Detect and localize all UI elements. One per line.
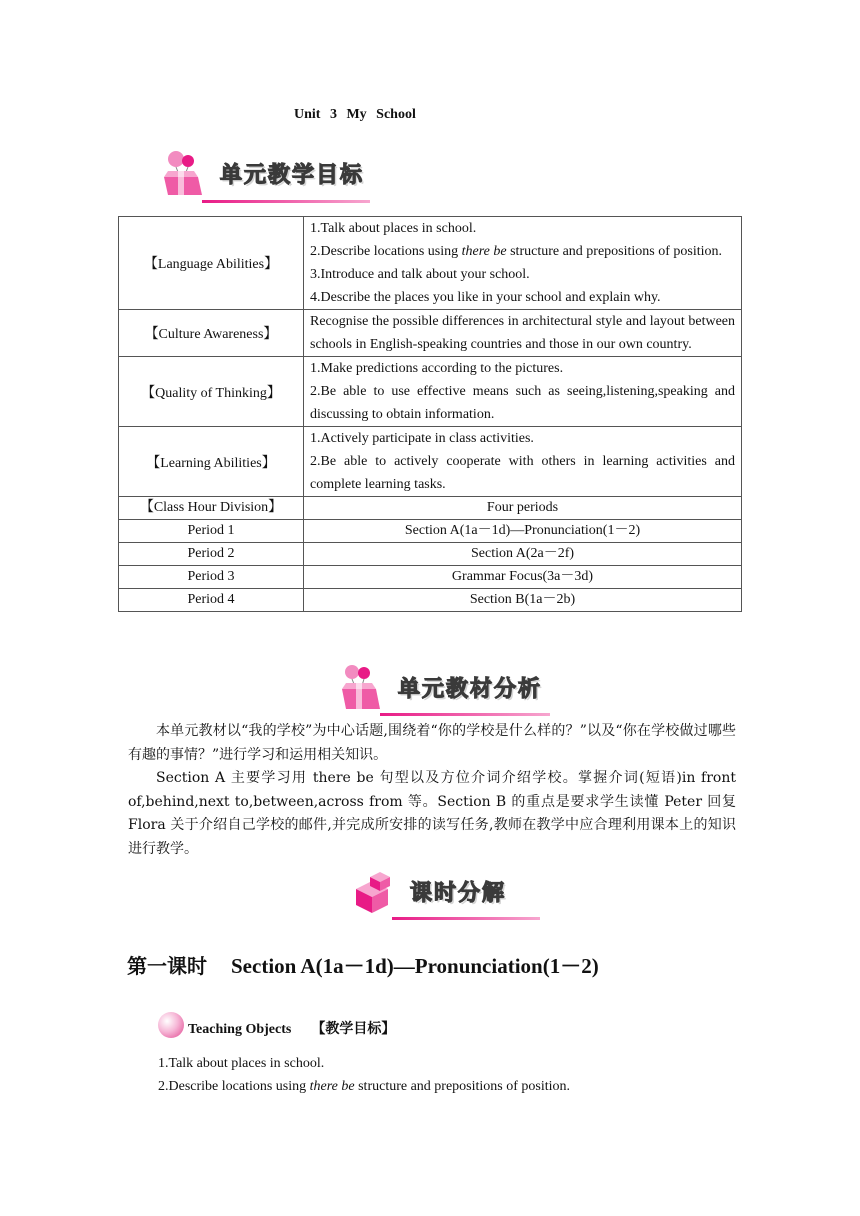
period-content: Section A(1a－1d)—Pronunciation(1－2) <box>304 520 742 543</box>
balloon-gift-icon <box>158 149 220 197</box>
table-row <box>119 310 742 357</box>
lesson-title-cn: 第一课时 <box>127 954 207 978</box>
period-content: Section B(1a－2b) <box>304 589 742 612</box>
objectives-title: Teaching Objects <box>188 1022 292 1037</box>
row-value: Recognise the possible differences in architectural style and layout between schools in English-speaking countries and those in our own country. <box>304 310 742 357</box>
period-name: Period 1 <box>119 520 304 543</box>
period-name: Period 4 <box>119 589 304 612</box>
goals-banner-label: 单元教学目标 <box>220 162 365 188</box>
list-item: 2.Describe locations using there be structure and prepositions of position. <box>158 1079 571 1094</box>
analysis-text <box>128 720 736 861</box>
analysis-paragraph: Section A 主要学习用 there be 句型以及方位介词介绍学校。掌握介词(短语)in front of,behind,next to,between,across from 等。Section B 的重点是要求学生读懂 Peter 回复 Flora 关于介绍自己学校的邮件,并完成所安排的读写任务,教师在教学中应合理利用课本上的知识进行教学。 <box>128 770 736 857</box>
row-key: 【Learning Abilities】 <box>119 427 304 497</box>
table-row <box>119 497 742 520</box>
list-item: 1.Talk about places in school. <box>158 1056 325 1071</box>
objectives-heading <box>158 1012 395 1038</box>
periods-banner-label: 课时分解 <box>410 880 507 906</box>
objectives-list <box>158 1052 570 1098</box>
row-key: 【Culture Awareness】 <box>119 310 304 357</box>
period-content: Grammar Focus(3a－3d) <box>304 566 742 589</box>
table-row <box>119 566 742 589</box>
periods-banner <box>348 860 540 922</box>
objectives-title-cn: 【教学目标】 <box>311 1021 396 1037</box>
row-value: 1.Talk about places in school. 2.Describe locations using there be structure and prepositions of position. 3.Introduce and talk about your school. 4.Describe the places you like in your school and explain why. <box>304 217 742 310</box>
cube-stack-icon <box>348 867 410 915</box>
goals-banner <box>158 141 370 205</box>
pink-ball-icon <box>158 1012 184 1038</box>
row-value: 1.Actively participate in class activities. 2.Be able to actively cooperate with others in learning activities and complete learning tasks. <box>304 427 742 497</box>
lesson-title-en: Section A(1a－1d)—Pronunciation(1－2) <box>231 954 599 978</box>
analysis-banner-label: 单元教材分析 <box>398 676 543 702</box>
table-row <box>119 520 742 543</box>
analysis-banner <box>336 656 550 718</box>
row-key: 【Language Abilities】 <box>119 217 304 310</box>
row-key: 【Quality of Thinking】 <box>119 357 304 427</box>
table-row <box>119 357 742 427</box>
goals-table <box>118 216 742 612</box>
table-row <box>119 427 742 497</box>
table-row <box>119 543 742 566</box>
balloon-gift-icon <box>336 663 398 711</box>
row-key: 【Class Hour Division】 <box>119 497 304 520</box>
period-content: Section A(2a－2f) <box>304 543 742 566</box>
analysis-paragraph: 本单元教材以“我的学校”为中心话题,围绕着“你的学校是什么样的？”以及“你在学校做过哪些有趣的事情？”进行学习和运用相关知识。 <box>128 723 736 763</box>
row-value: Four periods <box>304 497 742 520</box>
row-value: 1.Make predictions according to the pictures. 2.Be able to use effective means such as seeing,listening,speaking and discussing to obtain information. <box>304 357 742 427</box>
period-name: Period 2 <box>119 543 304 566</box>
lesson-title <box>127 950 599 980</box>
period-name: Period 3 <box>119 566 304 589</box>
table-row <box>119 217 742 310</box>
table-row <box>119 589 742 612</box>
unit-title: Unit 3 My School <box>294 107 416 122</box>
